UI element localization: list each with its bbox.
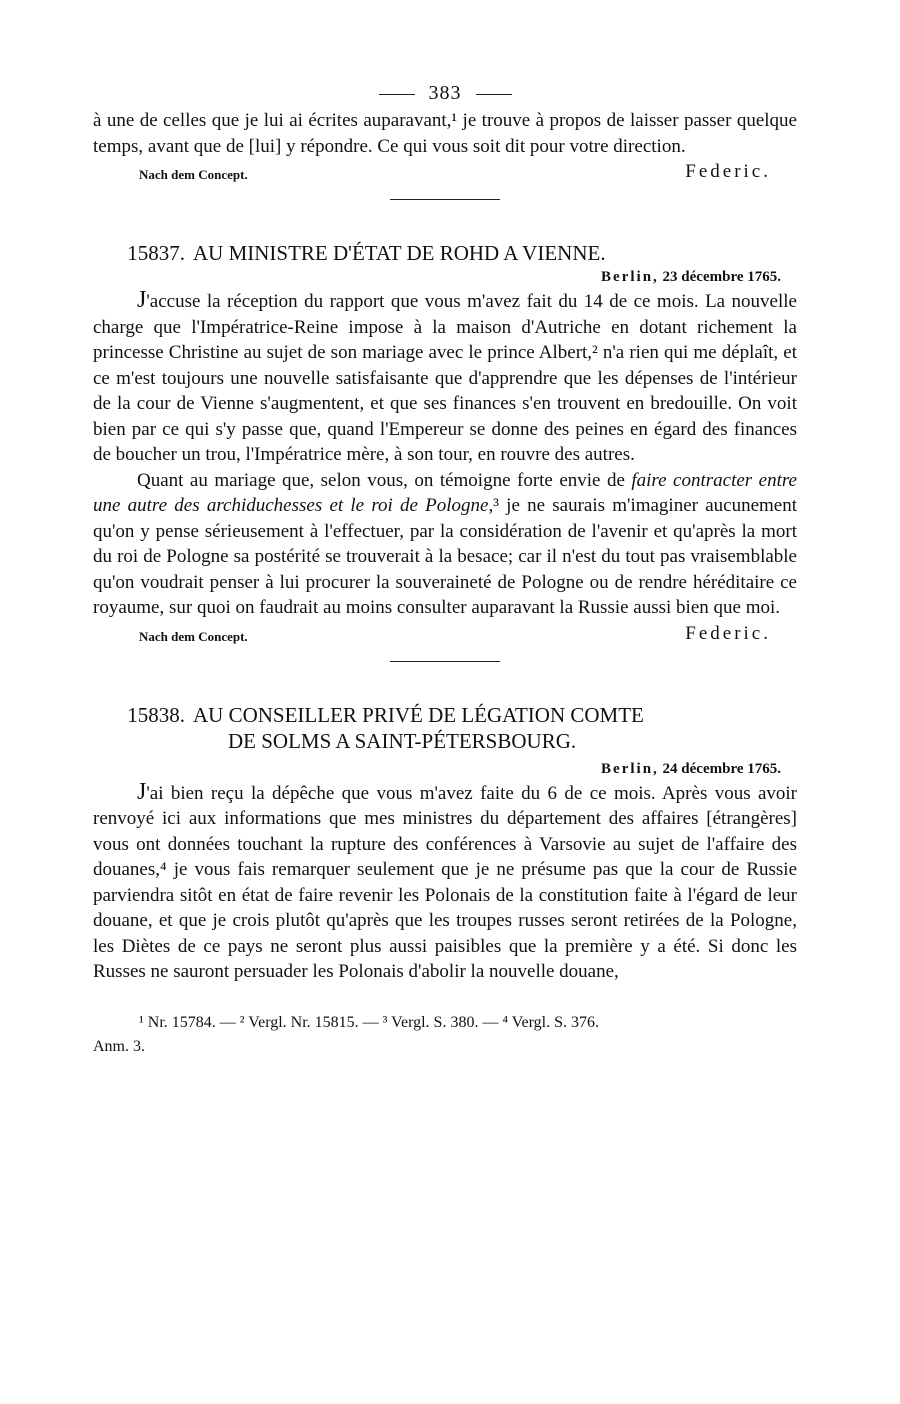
letter-number: 15838. xyxy=(127,702,185,727)
document-page xyxy=(93,78,797,1059)
letter-heading-line2: DE SOLMS A SAINT-PÉTERSBOURG. xyxy=(228,728,577,753)
letter-paragraph xyxy=(93,780,797,985)
letter-paragraph xyxy=(93,468,797,621)
letter-dateline xyxy=(93,758,797,780)
page-number-text: 383 xyxy=(428,82,462,104)
source-note: Nach dem Concept. xyxy=(139,628,248,644)
signature: Federic. xyxy=(685,622,771,644)
source-note: Nach dem Concept. xyxy=(139,167,248,182)
page-number xyxy=(93,78,797,108)
signature: Federic. xyxy=(685,161,771,182)
paragraph-text: 'accuse la réception du rapport que vous m'avez fait du 14 de ce mois. La nouvelle charge que l'Impératrice-Reine impose à la maison d'Autriche en dotant richement la princesse Christine au sujet de son mariage avec le prince Albert,² n'a rien qui me déplaît, et ce m'est toujours une nouvelle satisfaisante que d'apprendre que les dépenses de l'intérieur de la cour de Vienne s'augmentent, et que ses finances s'en trouvent en bredouille. On voit bien par ce qui s'y passe que, quand l'Empereur se donne des peines en égard des finances de boucher un trou, l'Impératrice mère, à son tour, en rouvre des autres. xyxy=(93,291,797,465)
footnote-line: Anm. 3. xyxy=(93,1037,145,1055)
letter-title: AU MINISTRE D'ÉTAT DE ROHD A VIENNE. xyxy=(193,241,606,265)
letter-place: Berlin, xyxy=(601,269,659,285)
continuation-paragraph: à une de celles que je lui ai écrites auparavant,¹ je trouve à propos de laisser passer quelque temps, avant que de [lui] y répondre. Ce qui vous soit dit pour votre direction. xyxy=(93,110,797,157)
italic-phrase: faire contracter entre une autre des archiduchesses et le roi de Pologne, xyxy=(93,469,797,516)
letter-date: 23 décembre 1765. xyxy=(662,269,781,285)
letter-number: 15837. xyxy=(127,241,185,265)
paragraph-text: je ne saurais m'imaginer aucunement qu'on y pense sérieusement à l'effectuer, par la considération de l'avenir et qu'après la mort du roi de Pologne sa postérité se trouverait à la besace; car il n'est du tout pas vraisemblable qu'on voudrait penser à lui procurer la souveraineté de Pologne ou de rendre héréditaire ce royaume, sur quoi on faudrait au moins consulter auparavant la Russie aussi bien que moi. xyxy=(93,495,797,618)
letter-heading xyxy=(93,240,797,266)
paragraph-text: 'ai bien reçu la dépêche que vous m'avez faite du 6 de ce mois. Après vous avoir renvoyé ici aux informations que mes ministres du département des affaires [étrangères] vous ont données touchant la rupture des conférences à Varsovie au sujet de l'affaire des douanes,⁴ je vous fais remarquer seulement que je ne présume pas que la cour de Russie parviendra sitôt en état de faire revenir les Polonais de la constitution faite à l'égard de leur douane, et que je crois plutôt qu'après que les troupes russes seront retirées de la Pologne, les Diètes de ce pays ne seront plus aussi paisibles que la première y a été. Si donc les Russes ne sauront persuader les Polonais d'abolir la nouvelle douane, xyxy=(93,782,797,982)
letter-title: AU CONSEILLER PRIVÉ DE LÉGATION COMTE xyxy=(193,702,644,727)
footnotes xyxy=(93,1011,797,1059)
footnote-marker: ³ xyxy=(493,495,499,516)
page-number-dash-left xyxy=(379,94,415,95)
initial-letter: J xyxy=(137,778,147,805)
signature-row xyxy=(93,161,797,189)
letter-dateline xyxy=(93,266,797,288)
letter-heading xyxy=(93,702,797,728)
letter-place: Berlin, xyxy=(601,760,659,777)
paragraph-text: Quant au mariage que, selon vous, on témoigne forte envie de xyxy=(137,469,632,491)
signature-row xyxy=(93,623,797,651)
initial-letter: J xyxy=(137,287,147,313)
letter-paragraph xyxy=(93,288,797,468)
letter-date: 24 décembre 1765. xyxy=(662,760,781,777)
page-number-dash-right xyxy=(476,94,512,95)
footnote-line: ¹ Nr. 15784. — ² Vergl. Nr. 15815. — ³ Vergl. S. 380. — ⁴ Vergl. S. 376. xyxy=(139,1013,599,1031)
